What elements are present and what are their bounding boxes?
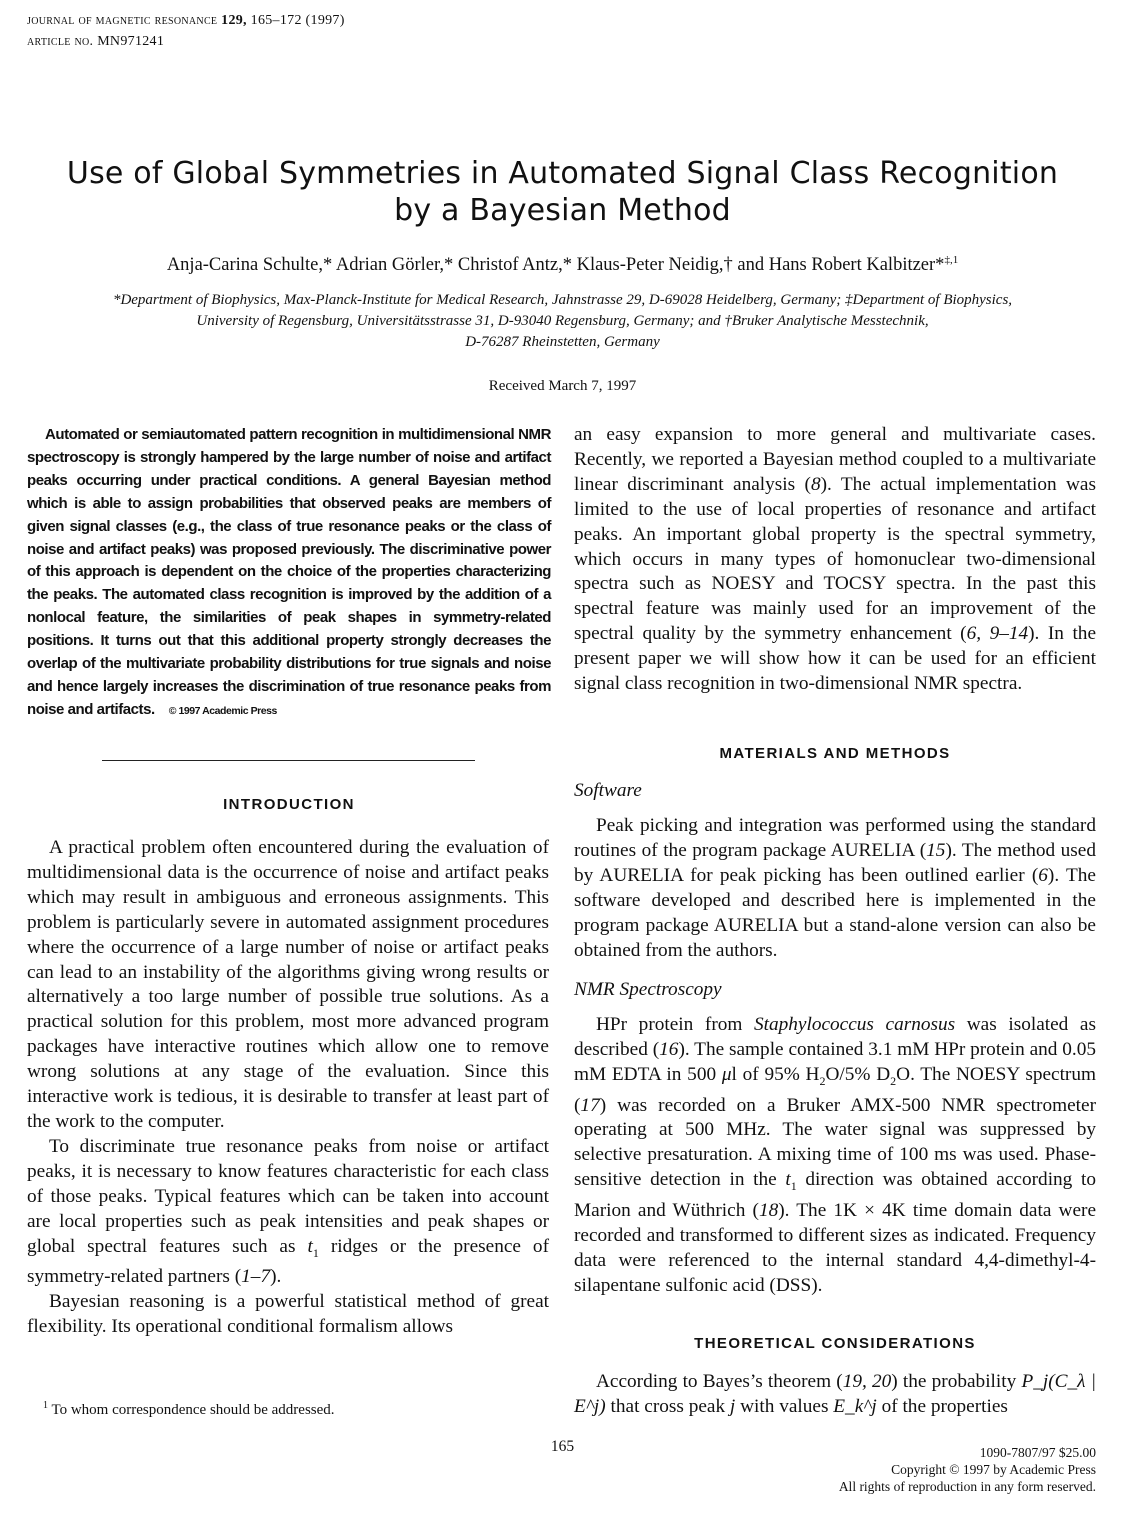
article-number-line: [27, 31, 345, 52]
intro-paragraph-2: To discriminate true resonance peaks from noise or artifact peaks, it is necessary to know features characteristic for each class of those peaks. Typical features which can be taken into account are local properties such as peak intensities and peak shapes or global spectral features such as $t_1$ ridges or the presence of symmetry-related partners (1–7).: [27, 1135, 549, 1288]
footnote: [43, 1400, 335, 1419]
software-paragraph: Peak picking and integration was performed using the standard routines of the program package AURELIA (15). The method used by AURELIA for peak picking has been outlined earlier (6). The software developed and described here is implemented in the program package AURELIA but a stand-alone version can also be obtained from the authors.: [574, 815, 1097, 961]
footer-copyright-block: [839, 1444, 1096, 1495]
author-marks: ‡,1: [944, 254, 959, 266]
nmr-subheading: NMR Spectroscopy: [574, 979, 722, 1000]
abstract-text: Automated or semiautomated pattern recognition in multidimensional NMR spectroscopy is strongly hampered by the large number of noise and artifact peaks occurring under practical conditions. A general Bayesian method which is able to assign probabilities that observed peaks are members of given signal classes (e.g., the class of true resonance peaks or the class of noise and artifact peaks) was proposed previously. The discriminative power of this approach is dependent on the choice of the properties characterizing the peaks. The automated class recognition is improved by the addition of a nonlocal feature, the similarities of peak shapes in symmetry-related positions. It turns out that this additional property strongly decreases the overlap of the multivariate probability distributions for true signals and noise and hence largely increases the discrimination of true resonance peaks from noise and artifacts.: [27, 426, 551, 718]
introduction-heading: INTRODUCTION: [223, 796, 355, 813]
title-line-2: by a Bayesian Method: [394, 193, 731, 228]
issn-price: 1090-7807/97 $25.00: [979, 1445, 1096, 1460]
affiliation-line-3: D-76287 Rheinstetten, Germany: [465, 334, 660, 350]
journal-pages-year: 165–172 (1997): [250, 13, 345, 28]
probability-formula: P_j(C_λ | E^j): [574, 1371, 1097, 1417]
methods-heading: MATERIALS AND METHODS: [719, 745, 951, 762]
affiliation-line-1: *Department of Biophysics, Max-Planck-Institute for Medical Research, Jahnstrasse 29, D-69028 Heidelberg, Germany; ‡Department of Biophysics,: [112, 292, 1013, 308]
paper-title: [40, 155, 1085, 229]
affiliation-line-2: University of Regensburg, Universitätsstrasse 31, D-93040 Regensburg, Germany; and †Bruker Analytische Messtechnik,: [196, 313, 929, 329]
nmr-body: [574, 1013, 1096, 1299]
journal-header: [27, 10, 345, 52]
abstract-divider: [102, 760, 475, 761]
title-line-1: Use of Global Symmetries in Automated Signal Class Recognition: [66, 156, 1059, 191]
intro-continued-paragraph: an easy expansion to more general and multivariate cases. Recently, we reported a Bayesian method coupled to a multivariate linear discriminant analysis (8). The actual implementation was limited to the use of local properties of resonance and artifact peaks. An important global property is the spectral symmetry, which occurs in many types of homonuclear two-dimensional spectra such as NOESY and TOCSY spectra. In the past this spectral feature was mainly used for an improvement of the spectral quality by the symmetry enhancement (6, 9–14). In the present paper we will show how it can be used for an efficient signal class recognition in two-dimensional NMR spectra.: [574, 424, 1097, 695]
footnote-mark: 1: [43, 1400, 48, 1411]
article-label: article no.: [27, 34, 94, 49]
software-body: [574, 814, 1096, 963]
right-intro-body: [574, 423, 1096, 697]
journal-citation: [27, 10, 345, 31]
property-values-symbol: E_k^j: [833, 1395, 877, 1417]
nmr-paragraph: HPr protein from Staphylococcus carnosus was isolated as described (16). The sample contained 3.1 mM HPr protein and 0.05 mM EDTA in 500 μl of 95% $H_2O/5\%$ $D_2O$. The NOESY spectrum (17) was recorded on a Bruker AMX-500 NMR spectrometer operating at 500 MHz. The water signal was suppressed by selective presaturation. A mixing time of 100 ms was used. Phase-sensitive detection in the $t_1$ direction was obtained according to Marion and Wüthrich (18). The 1K × 4K time domain data were recorded and transformed to different sizes as indicated. Frequency data were referenced to the internal standard 4,4-dimethyl-4-silapentane sulfonic acid (DSS).: [574, 1014, 1097, 1296]
article-number: MN971241: [97, 34, 165, 49]
affiliations: [25, 290, 1100, 353]
footer-copyright: Copyright © 1997 by Academic Press: [891, 1462, 1096, 1477]
intro-paragraph-1: A practical problem often encountered during the evaluation of multidimensional data is the occurrence of noise and artifact peaks which may result in ambiguous and erroneous assignments. This problem is particularly severe in automated assignment procedures where the occurrence of a large number of noise or artifact peaks can lead to an instability of the algorithms giving wrong results or alternatively a too large number of possible true solutions. As a practical solution for this problem, most more advanced program packages have interactive routines which allow one to remove wrong solutions at any stage of the evaluation. Since this interactive work is tedious, it is desirable to transfer at least part of the work to the computer.: [27, 837, 549, 1132]
author-names: Anja-Carina Schulte,* Adrian Görler,* Christof Antz,* Klaus-Peter Neidig,† and Hans Robert Kalbitzer*: [166, 255, 945, 276]
abstract: [27, 424, 551, 723]
software-subheading: Software: [574, 780, 642, 801]
abstract-copyright: © 1997 Academic Press: [168, 704, 277, 717]
journal-volume: 129,: [221, 13, 247, 28]
theory-heading: THEORETICAL CONSIDERATIONS: [694, 1335, 976, 1352]
footnote-text: To whom correspondence should be addressed.: [51, 1402, 335, 1418]
received-date: Received March 7, 1997: [488, 378, 637, 394]
theory-paragraph: According to Bayes’s theorem (19, 20) the probability P_j(C_λ | E^j) that cross peak j with values E_k^j of the properties: [574, 1371, 1097, 1417]
introduction-body: [27, 836, 549, 1340]
author-list: [30, 254, 1095, 276]
footer-rights: All rights of reproduction in any form reserved.: [838, 1479, 1096, 1494]
theory-body: [574, 1370, 1096, 1420]
intro-paragraph-3: Bayesian reasoning is a powerful statistical method of great flexibility. Its operational conditional formalism allows: [27, 1291, 549, 1338]
page-number: 165: [550, 1438, 575, 1455]
journal-name: journal of magnetic resonance: [27, 13, 218, 28]
